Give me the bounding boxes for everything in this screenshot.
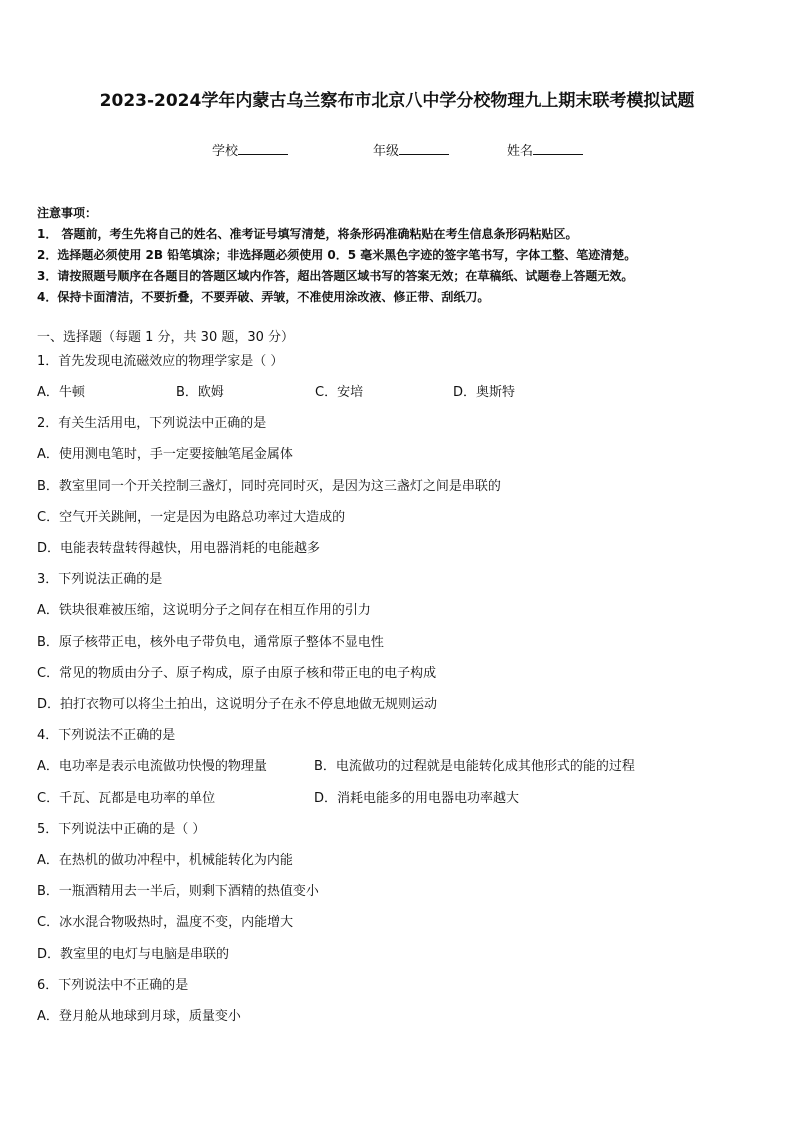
- option: C．千瓦、瓦都是电功率的单位: [37, 791, 216, 806]
- option: A．牛顿: [37, 385, 85, 400]
- question-stem: 3．下列说法正确的是: [37, 572, 163, 587]
- grade-label: 年级: [373, 144, 400, 159]
- option: B．欧姆: [176, 385, 224, 400]
- option: D．教室里的电灯与电脑是串联的: [37, 947, 230, 962]
- option: A．在热机的做功冲程中，机械能转化为内能: [37, 853, 293, 868]
- grade-blank[interactable]: [399, 142, 449, 155]
- question-stem: 4．下列说法不正确的是: [37, 728, 176, 743]
- option: A．电功率是表示电流做功快慢的物理量: [37, 759, 267, 774]
- option: C．冰水混合物吸热时，温度不变，内能增大: [37, 915, 294, 930]
- question-stem: 5．下列说法中正确的是（ ）: [37, 822, 206, 837]
- question-stem: 1．首先发现电流磁效应的物理学家是（ ）: [37, 354, 284, 369]
- note-item: 4．保持卡面清洁，不要折叠，不要弄破、弄皱，不准使用涂改液、修正带、刮纸刀。: [37, 290, 490, 304]
- option: C．空气开关跳闸，一定是因为电路总功率过大造成的: [37, 510, 346, 525]
- note-item: 3．请按照题号顺序在各题目的答题区域内作答，超出答题区域书写的答案无效；在草稿纸、试题卷上答题无效。: [37, 269, 634, 283]
- notes-block: [37, 203, 767, 308]
- option: B．一瓶酒精用去一半后，则剩下酒精的热值变小: [37, 884, 319, 899]
- grade-field[interactable]: [373, 140, 449, 159]
- note-item: 1． 答题前，考生先将自己的姓名、准考证号填写清楚，将条形码准确粘贴在考生信息条形码粘贴区。: [37, 227, 578, 241]
- option: D．奥斯特: [453, 385, 516, 400]
- option: C．安培: [315, 385, 364, 400]
- school-field[interactable]: [212, 140, 288, 159]
- school-label: 学校: [212, 144, 239, 159]
- option: A．登月舱从地球到月球，质量变小: [37, 1009, 241, 1024]
- option: A．使用测电笔时，手一定要接触笔尾金属体: [37, 447, 293, 462]
- option: B．电流做功的过程就是电能转化成其他形式的能的过程: [314, 759, 635, 774]
- name-blank[interactable]: [533, 142, 583, 155]
- note-item: 2．选择题必须使用 2B 铅笔填涂；非选择题必须使用 0．5 毫米黑色字迹的签字笔书写，字体工整、笔迹清楚。: [37, 248, 637, 262]
- option: B．原子核带正电，核外电子带负电，通常原子整体不显电性: [37, 635, 384, 650]
- option: D．电能表转盘转得越快，用电器消耗的电能越多: [37, 541, 321, 556]
- school-blank[interactable]: [238, 142, 288, 155]
- option: B．教室里同一个开关控制三盏灯，同时亮同时灭，是因为这三盏灯之间是串联的: [37, 479, 501, 494]
- option: D．拍打衣物可以将尘土拍出，这说明分子在永不停息地做无规则运动: [37, 697, 438, 712]
- question-stem: 6．下列说法中不正确的是: [37, 978, 189, 993]
- exam-title: 2023-2024学年内蒙古乌兰察布市北京八中学分校物理九上期末联考模拟试题: [99, 91, 695, 111]
- section-heading: 一、选择题（每题 1 分，共 30 题，30 分）: [37, 330, 295, 345]
- option: A．铁块很难被压缩，这说明分子之间存在相互作用的引力: [37, 603, 371, 618]
- name-field[interactable]: [507, 140, 583, 159]
- option: D．消耗电能多的用电器电功率越大: [314, 791, 520, 806]
- name-label: 姓名: [507, 144, 534, 159]
- notes-heading: 注意事项：: [37, 206, 98, 220]
- option: C．常见的物质由分子、原子构成，原子由原子核和带正电的电子构成: [37, 666, 437, 681]
- question-stem: 2．有关生活用电，下列说法中正确的是: [37, 416, 267, 431]
